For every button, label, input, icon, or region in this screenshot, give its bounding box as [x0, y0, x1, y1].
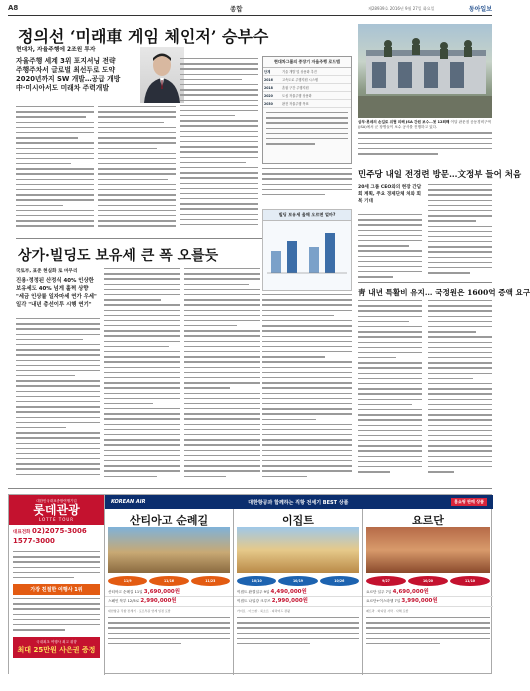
dmz-photo-caption	[358, 120, 492, 168]
tour-price: 산티아고 순례길 11일 3,690,000원	[105, 588, 233, 597]
section-label: 종합	[230, 5, 243, 13]
article2-body-col3	[184, 268, 260, 484]
newspaper-logo: 동아일보	[468, 6, 492, 13]
travel-advertisement	[8, 494, 492, 674]
article2-subheads	[16, 268, 100, 309]
tour-name: 요르단	[412, 514, 444, 527]
tour-note: 페트라 · 와디럼 사막 · 사해 포함	[366, 608, 409, 613]
ad-banner	[105, 495, 493, 509]
tour-note: 카이로 · 아스완 · 룩소르 · 피라미드 관광	[237, 608, 291, 613]
article3-body-col2	[428, 184, 492, 280]
tour-price: 요르단 일주 7일 4,690,000원	[363, 588, 493, 597]
tour-note: 대한항공 직항 전세기 · 포르투갈 연계 일정 포함	[108, 608, 171, 613]
tour-details	[366, 617, 490, 647]
infobox-notes	[266, 112, 348, 152]
article2-subhead: 진용·정정된 산정식 40% 인상한	[16, 278, 94, 284]
chart-bar	[325, 233, 335, 273]
caption-bold: 삼부·롯데의 손길로 위협 피해 JSA 간원 보수…첫 12회째	[358, 120, 450, 124]
tour-price: 요르단+이스라엘 7일 3,990,000원	[363, 597, 493, 606]
tour-jordan[interactable]	[363, 509, 493, 675]
phone-number[interactable]: 02)2075-3006	[31, 527, 87, 535]
article1-portrait	[140, 47, 184, 103]
tour-image	[108, 527, 230, 573]
tour-image	[366, 527, 490, 573]
lotte-award: 가장 친절한 여행사 1위	[13, 584, 100, 595]
infobox-row: 2016 고속도로 주행지원 시스템	[263, 76, 351, 84]
date-chip[interactable]: 11/10	[450, 576, 490, 586]
dmz-photo	[358, 24, 492, 118]
infobox-row: 2020 도심 자율주행 상용화	[263, 92, 351, 100]
date-chip[interactable]: 10/26	[320, 576, 359, 586]
date-chip[interactable]: 10/10	[237, 576, 276, 586]
lotte-header	[9, 495, 104, 525]
article1-headline: 정의선 ‘미래車 게임 체인저’ 승부수	[18, 27, 269, 46]
article1-body-col2	[98, 106, 176, 230]
article3-body-col1	[358, 214, 422, 280]
article2-body-col4	[262, 294, 352, 484]
lotte-promo[interactable]: 국내최초 여행사 최고 취향 최대 25만원 사은권 증정	[13, 637, 100, 658]
tour-name: 이집트	[282, 514, 314, 527]
tour-details	[108, 617, 230, 647]
tour-dates	[366, 576, 490, 586]
lotte-logo-en: LOTTE TOUR	[38, 517, 75, 522]
divider	[358, 282, 492, 283]
tour-dates	[237, 576, 359, 586]
masthead	[8, 4, 492, 16]
infobox-row: 단계 기술 개발 및 상용화 추진	[263, 68, 351, 76]
article2-subhead: 국토부, 표준 현실화 로 마무리	[16, 269, 78, 274]
article2-body-col1	[16, 318, 100, 484]
article3-subhead: 20세 그룹 CEO와의 현장 간담회 계획, 주요 경제단체 처와 회복 기대	[358, 185, 422, 204]
chart-bar	[287, 241, 297, 273]
caption-text: 이달 판문점 공동경비구역(JSA)에서 군 장병들이 보수 공사를 진행하고 있다.	[358, 120, 492, 130]
banner-badge: 홈쇼핑 판매 상품	[451, 498, 487, 506]
photo-scene	[358, 24, 492, 118]
lotte-branch-list	[13, 551, 100, 581]
lotte-phone[interactable]: 대표전화 02)2075-3006 1577-3000	[13, 527, 87, 545]
portrait-figure	[140, 47, 184, 103]
page-number: A8	[8, 4, 19, 12]
article2-headline: 상가·빌딩도 보유세 큰 폭 오를듯	[18, 248, 219, 264]
article2-subhead: "세금 인상률 일자마세 연가 우세"	[16, 294, 97, 300]
article1-subhead: 주행주차서 글로벌 최선두로 도약	[16, 66, 116, 74]
issue-date: 제28939호 2016년 9월 27일 화요일	[368, 6, 435, 11]
infobox-title: 현대차그룹의 중장기 자율주행 로드맵	[263, 57, 351, 68]
article1-body-col3	[180, 58, 258, 230]
promo-value: 최대 25만원 사은권 증정	[17, 646, 96, 654]
lotte-logo: 롯데관광	[33, 503, 80, 517]
lotte-tagline: 대한민국대표종합여행기업	[36, 499, 77, 503]
tour-dates	[108, 576, 230, 586]
article1-subhead: 中·미시아서도 미래차 주력개발	[16, 84, 109, 92]
chart-bar	[271, 251, 281, 273]
lotte-tour-panel	[9, 495, 105, 675]
article1-body-col4	[262, 168, 352, 202]
chart-graphic	[263, 221, 351, 281]
chart-bar	[309, 247, 319, 273]
lotte-award-list	[13, 598, 100, 634]
airline-logo: KOREAN AIR	[111, 499, 146, 505]
tour-image	[237, 527, 359, 573]
article4-headline: 靑 내년 특활비 유지… 국정원은 1600억 증액 요구	[358, 288, 530, 297]
article2-subhead: 보유세도 40% 넘게 훌쩍 상향	[16, 286, 89, 292]
roadmap-infobox	[262, 56, 352, 164]
date-chip[interactable]: 11/16	[149, 576, 188, 586]
article1-subhead: 2020년까지 SW 개발…공급 개방	[16, 75, 121, 83]
divider	[8, 488, 492, 489]
chart-title: 빌딩 보유세 올해 오르면 얼마?	[263, 210, 351, 221]
infobox-row: 2030 완전 자율주행 목표	[263, 100, 351, 108]
date-chip[interactable]: 9/27	[366, 576, 406, 586]
tour-price: 이집트 나일강 크루즈 2,990,000원	[234, 597, 362, 606]
tour-santiago[interactable]	[105, 509, 234, 675]
date-chip[interactable]: 10/20	[408, 576, 448, 586]
tour-name: 산티아고 순례길	[129, 514, 209, 527]
article1-subhead: 자율주행 세계 3위 포지셔닝 전략	[16, 57, 116, 65]
date-chip[interactable]: 11/9	[108, 576, 147, 586]
article1-subheads	[16, 47, 136, 93]
article2-body-col2	[104, 268, 180, 484]
call-number[interactable]: 1577-3000	[13, 537, 55, 545]
tour-details	[237, 617, 359, 647]
article4-body-col1	[358, 300, 422, 480]
caption-lines	[358, 132, 492, 160]
article4-body-col2	[428, 300, 492, 480]
date-chip[interactable]: 11/23	[191, 576, 230, 586]
tour-egypt[interactable]	[234, 509, 363, 675]
date-chip[interactable]: 10/19	[278, 576, 317, 586]
tour-price: 이집트 완결일주 9일 4,490,000원	[234, 588, 362, 597]
article3-headline: 민주당 내일 전경련 방문…文정부 들어 처음	[358, 170, 522, 180]
tour-price: 스페인 북부 12/5로 2,990,000원	[105, 597, 233, 606]
article2-subhead: 일각 "내년 총선이투 시행 연기"	[16, 302, 92, 308]
article1-body-col1	[16, 106, 94, 230]
infobox-row: 2018 혼잡 구간 주행지원	[263, 84, 351, 92]
banner-message: 대한항공과 함께하는 직항 전세기 BEST 상품	[248, 499, 349, 506]
article1-subhead: 현대차, 자율주행에 2조원 투자	[16, 47, 96, 53]
tax-chart	[262, 209, 352, 291]
